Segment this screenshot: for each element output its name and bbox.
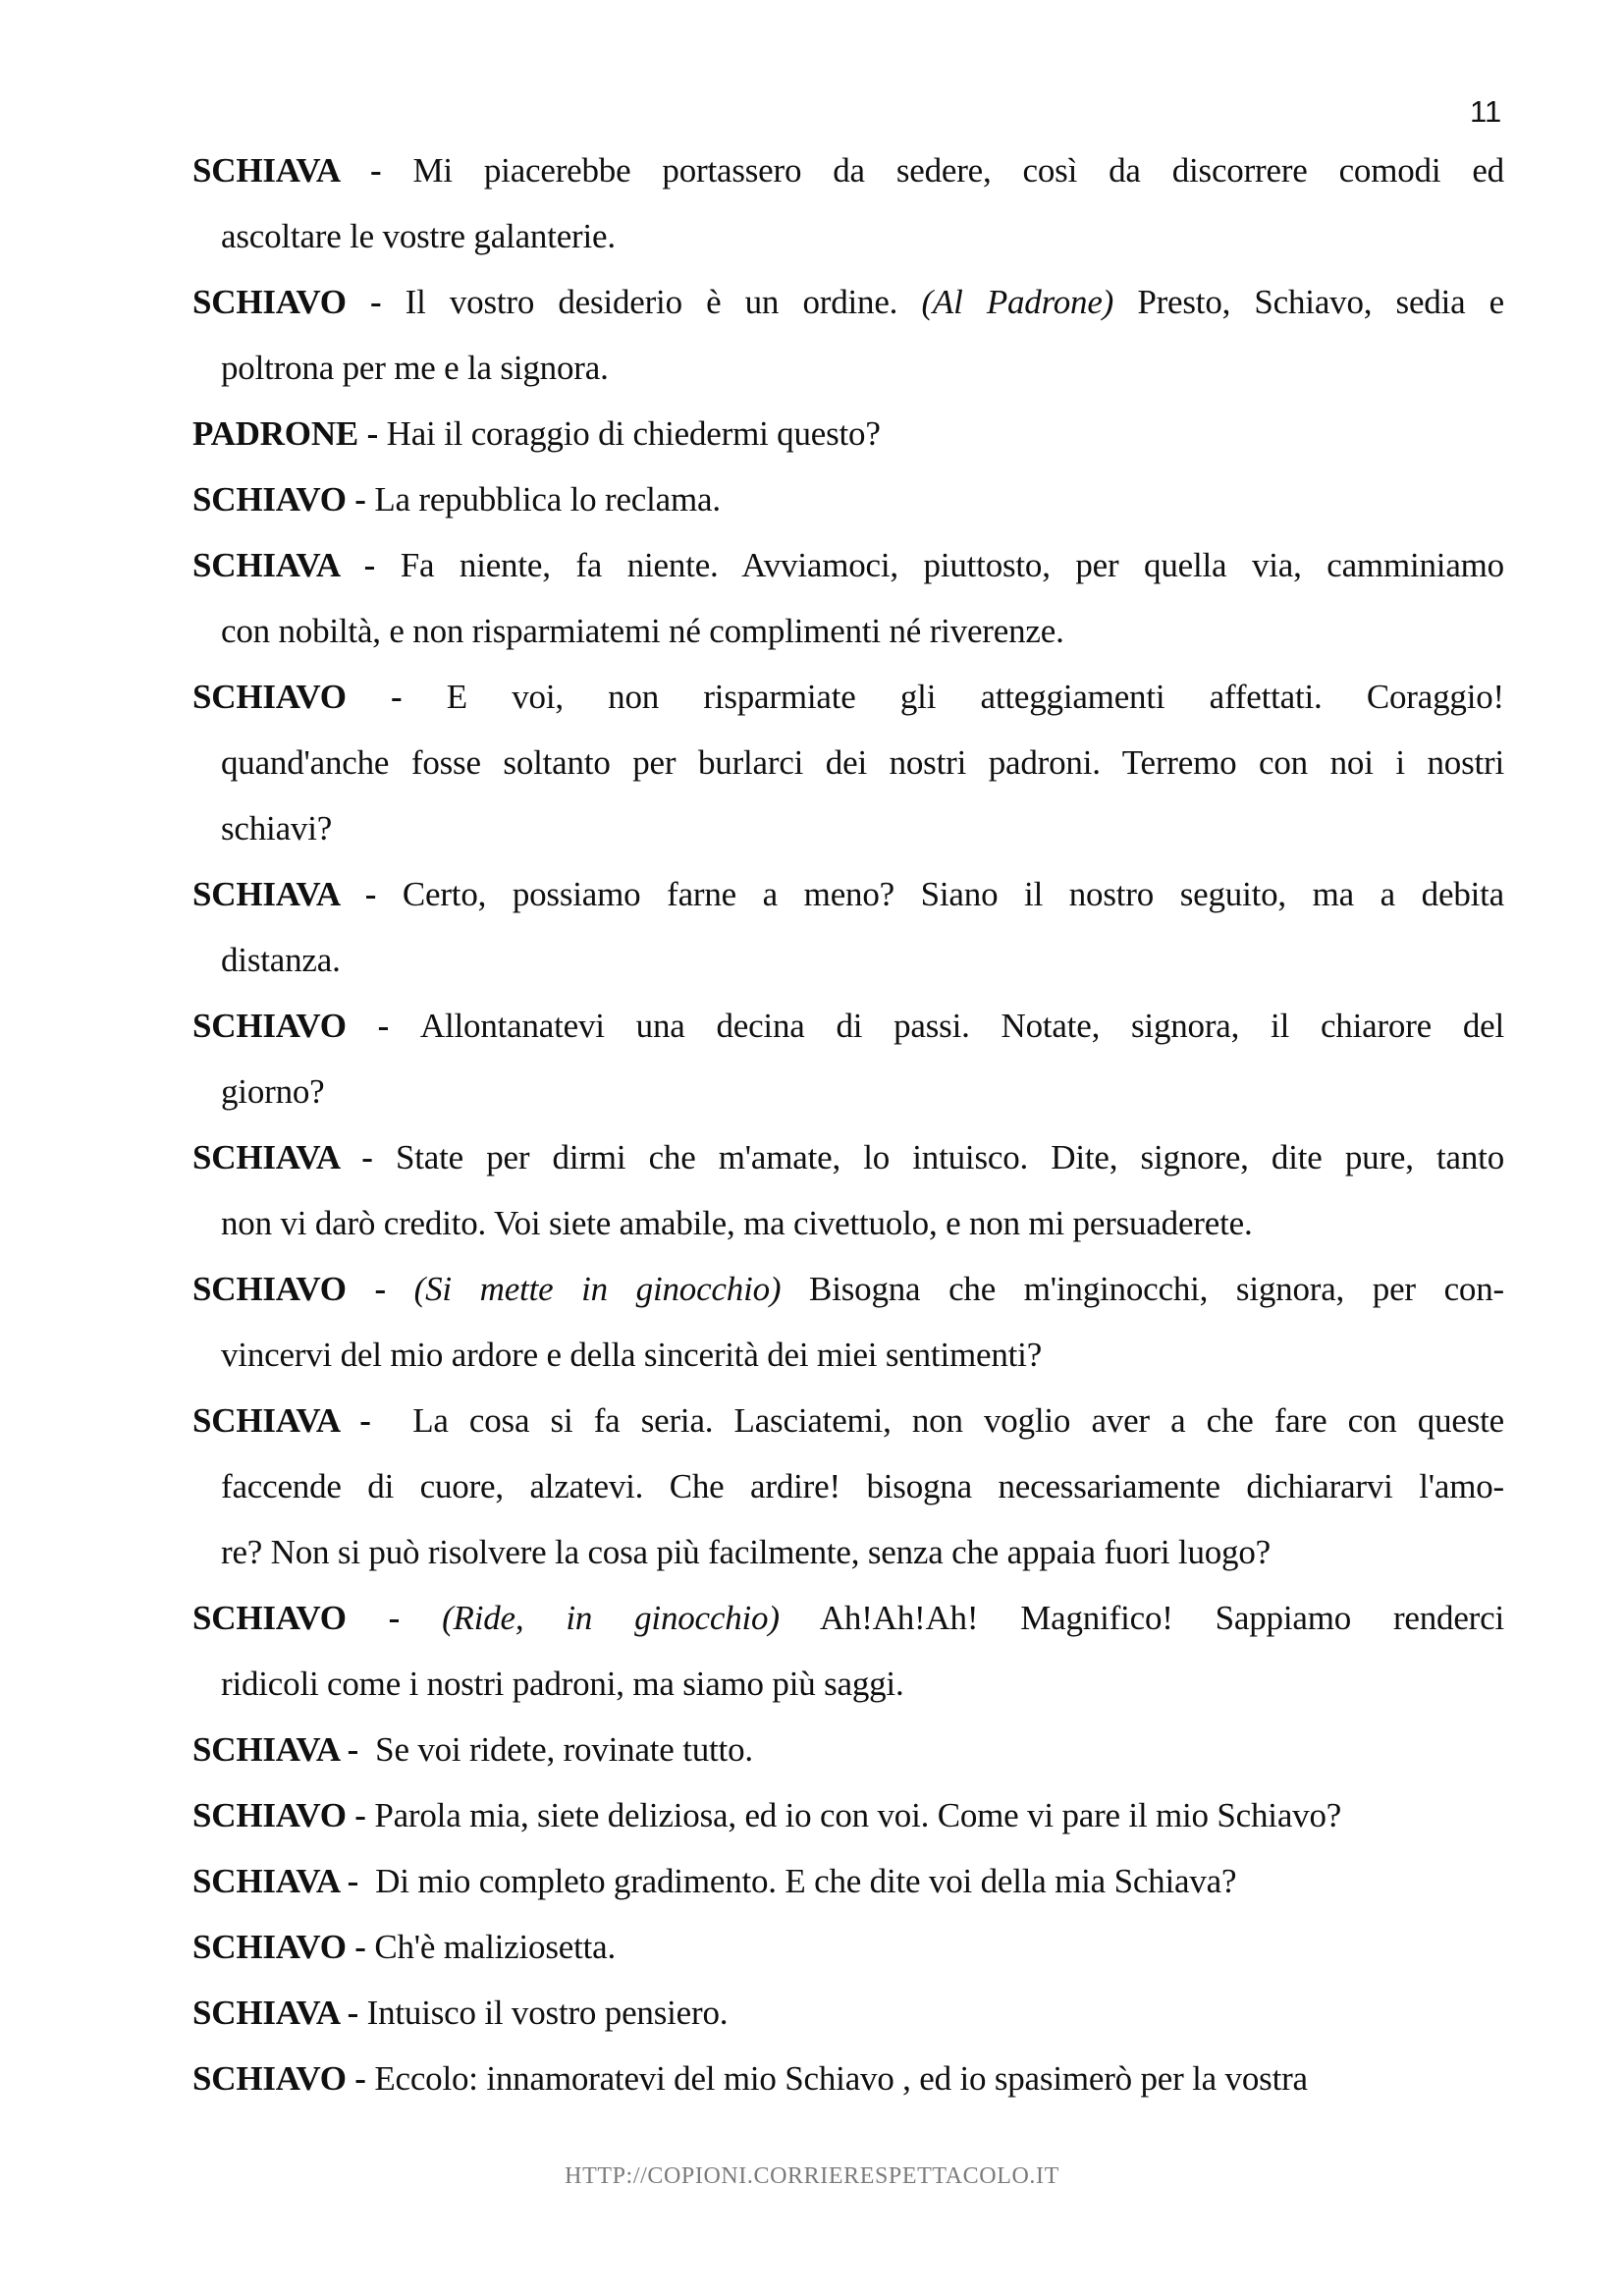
dialogue-text: vincervi del mio ardore e della sincerità dei miei sentimenti? — [221, 1336, 1043, 1374]
dialogue-line — [192, 1717, 1504, 1782]
dialogue-paragraph — [192, 1717, 1504, 1782]
dialogue-paragraph — [192, 2046, 1504, 2111]
speaker-name: SCHIAVO - — [192, 2059, 375, 2098]
dialogue-line — [192, 1848, 1504, 1914]
stage-direction: (Al Padrone) — [921, 283, 1114, 321]
dialogue-line — [192, 532, 1504, 598]
speaker-name: SCHIAVA - — [192, 1730, 367, 1769]
dialogue-text: ascoltare le vostre galanterie. — [221, 217, 616, 255]
dialogue-text: Allontanatevi una decina di passi. Notate, signora, il chiarore del — [419, 1007, 1504, 1045]
dialogue-text: Se voi ridete, rovinate tutto. — [366, 1730, 753, 1769]
speaker-name: SCHIAVO - — [192, 678, 447, 716]
dialogue-text: poltrona per me e la signora. — [221, 349, 609, 387]
dialogue-text: State per dirmi che m'amate, lo intuisco. Dite, signore, dite pure, tanto — [395, 1138, 1504, 1176]
speaker-name: SCHIAVO - — [192, 283, 406, 321]
dialogue-line — [192, 861, 1504, 927]
dialogue-line — [192, 1124, 1504, 1190]
dialogue-text: schiavi? — [221, 809, 333, 847]
stage-direction: (Si mette in ginocchio) — [413, 1270, 782, 1308]
dialogue-line — [221, 1322, 1504, 1388]
speaker-name: SCHIAVO - — [192, 480, 375, 519]
dialogue-text: Presto, Schiavo, sedia e — [1113, 283, 1504, 321]
dialogue-text: Parola mia, siete deliziosa, ed io con voi. Come vi pare il mio Schiavo? — [374, 1796, 1342, 1834]
dialogue-line — [221, 795, 1504, 861]
dialogue-paragraph — [192, 861, 1504, 993]
dialogue-line — [221, 927, 1504, 993]
dialogue-text: Fa niente, fa niente. Avviamoci, piuttosto, per quella via, camminiamo — [400, 546, 1504, 584]
dialogue-text: La repubblica lo reclama. — [374, 480, 721, 519]
speaker-name: SCHIAVA - — [192, 1994, 367, 2032]
dialogue-line — [192, 1980, 1504, 2046]
dialogue-line — [192, 466, 1504, 532]
footer-url: HTTP://COPIONI.CORRIERESPETTACOLO.IT — [565, 2163, 1059, 2189]
dialogue-text: E voi, non risparmiate gli atteggiamenti affettati. Coraggio! — [446, 678, 1504, 716]
dialogue-line — [192, 664, 1504, 730]
dialogue-paragraph — [192, 532, 1504, 664]
dialogue-paragraph — [192, 466, 1504, 532]
dialogue-line — [221, 335, 1504, 401]
speaker-name: SCHIAVA - — [192, 1138, 396, 1176]
dialogue-text: Ch'è maliziosetta. — [374, 1928, 617, 1966]
dialogue-text: faccende di cuore, alzatevi. Che ardire! bisogna necessariamente dichiararvi l'amo- — [221, 1467, 1504, 1505]
speaker-name: SCHIAVO - — [192, 1007, 420, 1045]
script-text — [192, 137, 1504, 2111]
speaker-name: SCHIAVO - — [192, 1796, 375, 1834]
dialogue-paragraph — [192, 1782, 1504, 1848]
dialogue-line — [192, 1914, 1504, 1980]
dialogue-paragraph — [192, 401, 1504, 466]
speaker-name: SCHIAVA - — [192, 151, 413, 190]
dialogue-text: La cosa si fa seria. Lasciatemi, non voglio aver a che fare con queste — [391, 1401, 1504, 1440]
dialogue-line — [192, 401, 1504, 466]
dialogue-text: con nobiltà, e non risparmiatemi né complimenti né riverenze. — [221, 612, 1064, 650]
dialogue-paragraph — [192, 993, 1504, 1124]
dialogue-paragraph — [192, 1980, 1504, 2046]
dialogue-paragraph — [192, 1256, 1504, 1388]
dialogue-line — [192, 993, 1504, 1059]
dialogue-paragraph — [192, 1124, 1504, 1256]
dialogue-text: re? Non si può risolvere la cosa più facilmente, senza che appaia fuori luogo? — [221, 1533, 1271, 1571]
stage-direction: (Ride, in ginocchio) — [442, 1599, 780, 1637]
speaker-name: SCHIAVO - — [192, 1928, 375, 1966]
dialogue-line — [192, 2046, 1504, 2111]
speaker-name: SCHIAVA - — [192, 875, 403, 913]
speaker-name: PADRONE - — [192, 414, 387, 453]
dialogue-line — [192, 1782, 1504, 1848]
dialogue-text: distanza. — [221, 941, 341, 979]
dialogue-text: Eccolo: innamoratevi del mio Schiavo , ed io spasimerò per la vostra — [374, 2059, 1308, 2098]
dialogue-line — [221, 1651, 1504, 1717]
dialogue-text: Certo, possiamo farne a meno? Siano il nostro seguito, ma a debita — [402, 875, 1504, 913]
dialogue-text: Ah!Ah!Ah! Magnifico! Sappiamo renderci — [779, 1599, 1504, 1637]
speaker-name: SCHIAVA - — [192, 1862, 367, 1900]
dialogue-paragraph — [192, 269, 1504, 401]
dialogue-line — [221, 1059, 1504, 1124]
dialogue-line — [221, 730, 1504, 795]
dialogue-text: ridicoli come i nostri padroni, ma siamo più saggi. — [221, 1665, 904, 1703]
dialogue-text: Il vostro desiderio è un ordine. — [405, 283, 922, 321]
dialogue-paragraph — [192, 1848, 1504, 1914]
dialogue-text: Hai il coraggio di chiedermi questo? — [386, 414, 881, 453]
dialogue-text: giorno? — [221, 1072, 325, 1111]
dialogue-paragraph — [192, 664, 1504, 861]
dialogue-paragraph — [192, 1388, 1504, 1585]
dialogue-line — [192, 269, 1504, 335]
dialogue-text: Mi piacerebbe portassero da sedere, così da discorrere comodi ed — [412, 151, 1504, 190]
dialogue-text: non vi darò credito. Voi siete amabile, ma civettuolo, e non mi persuaderete. — [221, 1204, 1253, 1242]
dialogue-line — [221, 1519, 1504, 1585]
dialogue-text: quand'anche fosse soltanto per burlarci dei nostri padroni. Terremo con noi i nostri — [221, 743, 1504, 782]
dialogue-line — [221, 598, 1504, 664]
dialogue-paragraph — [192, 1585, 1504, 1717]
dialogue-line — [221, 203, 1504, 269]
dialogue-line — [221, 1190, 1504, 1256]
dialogue-line — [192, 1585, 1504, 1651]
dialogue-line — [221, 1453, 1504, 1519]
dialogue-line — [192, 1388, 1504, 1453]
speaker-name: SCHIAVA - — [192, 1401, 392, 1440]
speaker-name: SCHIAVO - — [192, 1599, 443, 1637]
dialogue-paragraph — [192, 137, 1504, 269]
dialogue-text: Di mio completo gradimento. E che dite voi della mia Schiava? — [366, 1862, 1237, 1900]
dialogue-line — [192, 137, 1504, 203]
dialogue-text: Intuisco il vostro pensiero. — [366, 1994, 729, 2032]
speaker-name: SCHIAVO - — [192, 1270, 414, 1308]
dialogue-text: Bisogna che m'inginocchi, signora, per con- — [781, 1270, 1504, 1308]
dialogue-line — [192, 1256, 1504, 1322]
page-number: 11 — [1470, 94, 1502, 129]
speaker-name: SCHIAVA - — [192, 546, 401, 584]
dialogue-paragraph — [192, 1914, 1504, 1980]
